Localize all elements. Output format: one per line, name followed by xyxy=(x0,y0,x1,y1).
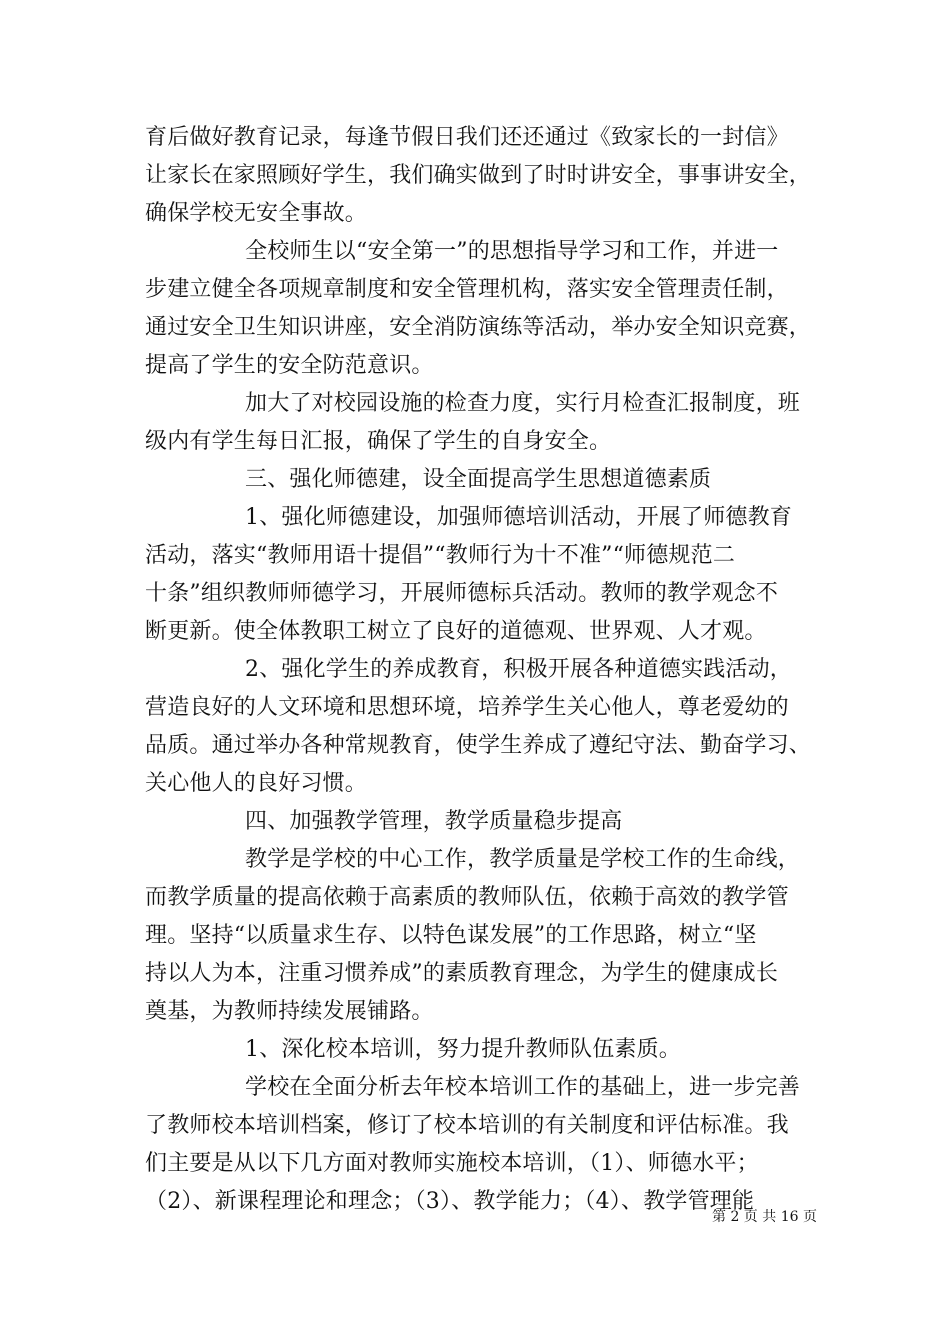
text-line: 而教学质量的提高依赖于高素质的教师队伍，依赖于高效的教学管 xyxy=(145,885,789,910)
text-line: 关心他人的良好习惯。 xyxy=(145,771,368,796)
section-heading: 三、强化师德建，设全面提高学生思想道德素质 xyxy=(245,467,712,492)
text-line: 营造良好的人文环境和思想环境，培养学生关心他人，尊老爱幼的 xyxy=(145,695,789,720)
page-footer: 第 2 页 共 16 页 xyxy=(712,1209,817,1225)
text-line: （2）、新课程理论和理念；（3）、教学能力；（4）、教学管理能 xyxy=(145,1189,755,1214)
text-line: 品质。通过举办各种常规教育，使学生养成了遵纪守法、勤奋学习、 xyxy=(145,733,812,758)
text-line: 断更新。使全体教职工树立了良好的道德观、世界观、人才观。 xyxy=(145,619,767,644)
text-line: 育后做好教育记录，每逢节假日我们还还通过《致家长的一封信》 xyxy=(145,125,789,150)
paragraph-first-line: 教学是学校的中心工作，教学质量是学校工作的生命线， xyxy=(245,847,801,872)
text-line: 们主要是从以下几方面对教师实施校本培训，（1）、师德水平； xyxy=(145,1151,759,1176)
text-line: 活动，落实“教师用语十提倡”“教师行为十不准”“师德规范二 xyxy=(145,543,736,568)
text-line: 持以人为本，注重习惯养成”的素质教育理念，为学生的健康成长 xyxy=(145,961,779,986)
text-line: 通过安全卫生知识讲座，安全消防演练等活动，举办安全知识竞赛， xyxy=(145,315,812,340)
paragraph-first-line: 2、强化学生的养成教育，积极开展各种道德实践活动， xyxy=(245,657,792,682)
paragraph-first-line: 1、强化师德建设，加强师德培训活动，开展了师德教育 xyxy=(245,505,792,530)
text-line: 理。坚持“以质量求生存、以特色谋发展”的工作思路，树立“坚 xyxy=(145,923,757,948)
text-line: 步建立健全各项规章制度和安全管理机构，落实安全管理责任制， xyxy=(145,277,789,302)
paragraph-first-line: 学校在全面分析去年校本培训工作的基础上，进一步完善 xyxy=(245,1075,801,1100)
text-line: 提高了学生的安全防范意识。 xyxy=(145,353,434,378)
text-line: 让家长在家照顾好学生，我们确实做到了时时讲安全，事事讲安全， xyxy=(145,163,812,188)
text-line: 确保学校无安全事故。 xyxy=(145,201,368,226)
section-heading: 四、加强教学管理，教学质量稳步提高 xyxy=(245,809,623,834)
text-line: 级内有学生每日汇报，确保了学生的自身安全。 xyxy=(145,429,612,454)
text-line: 了教师校本培训档案，修订了校本培训的有关制度和评估标准。我 xyxy=(145,1113,789,1138)
paragraph-first-line: 全校师生以“安全第一”的思想指导学习和工作，并进一 xyxy=(245,239,779,264)
text-line: 奠基，为教师持续发展铺路。 xyxy=(145,999,434,1024)
paragraph-first-line: 加大了对校园设施的检查力度，实行月检查汇报制度，班 xyxy=(245,391,801,416)
text-line: 十条”组织教师师德学习，开展师德标兵活动。教师的教学观念不 xyxy=(145,581,779,606)
subsection-heading: 1、深化校本培训，努力提升教师队伍素质。 xyxy=(245,1037,681,1062)
